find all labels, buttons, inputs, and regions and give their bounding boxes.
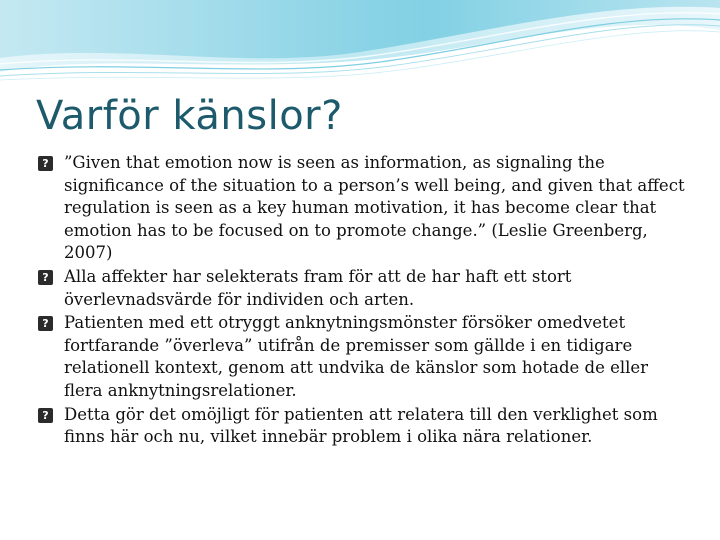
list-item xyxy=(38,404,688,449)
wave-header-decoration xyxy=(0,0,720,100)
missing-glyph-icon: ? xyxy=(38,316,53,331)
slide-title: Varför känslor? xyxy=(36,93,343,139)
list-item xyxy=(38,312,688,402)
list-item xyxy=(38,266,688,311)
bullet-list xyxy=(38,152,688,450)
missing-glyph-icon: ? xyxy=(38,156,53,171)
list-item xyxy=(38,152,688,265)
missing-glyph-icon: ? xyxy=(38,408,53,423)
bullet-text: Detta gör det omöjligt för patienten att relatera till den verklighet som finns här och nu, vilket innebär problem i olika nära relationer. xyxy=(64,404,658,447)
missing-glyph-icon: ? xyxy=(38,270,53,285)
bullet-text: Patienten med ett otryggt anknytningsmönster försöker omedvetet fortfarande ”överleva” utifrån de premisser som gällde i en tidigare relationell kontext, genom att undvika de känslor som hotade de eller flera anknytningsrelationer. xyxy=(64,313,649,400)
bullet-text: ”Given that emotion now is seen as information, as signaling the significance of the situation to a person’s well being, and given that affect regulation is seen as a key human motivation, it has become clear that emotion has to be focused on to promote change.” (Leslie Greenberg, 2007) xyxy=(64,153,685,263)
bullet-text: Alla affekter har selekterats fram för att de har haft ett stort överlevnadsvärde för individen och arten. xyxy=(64,266,572,309)
